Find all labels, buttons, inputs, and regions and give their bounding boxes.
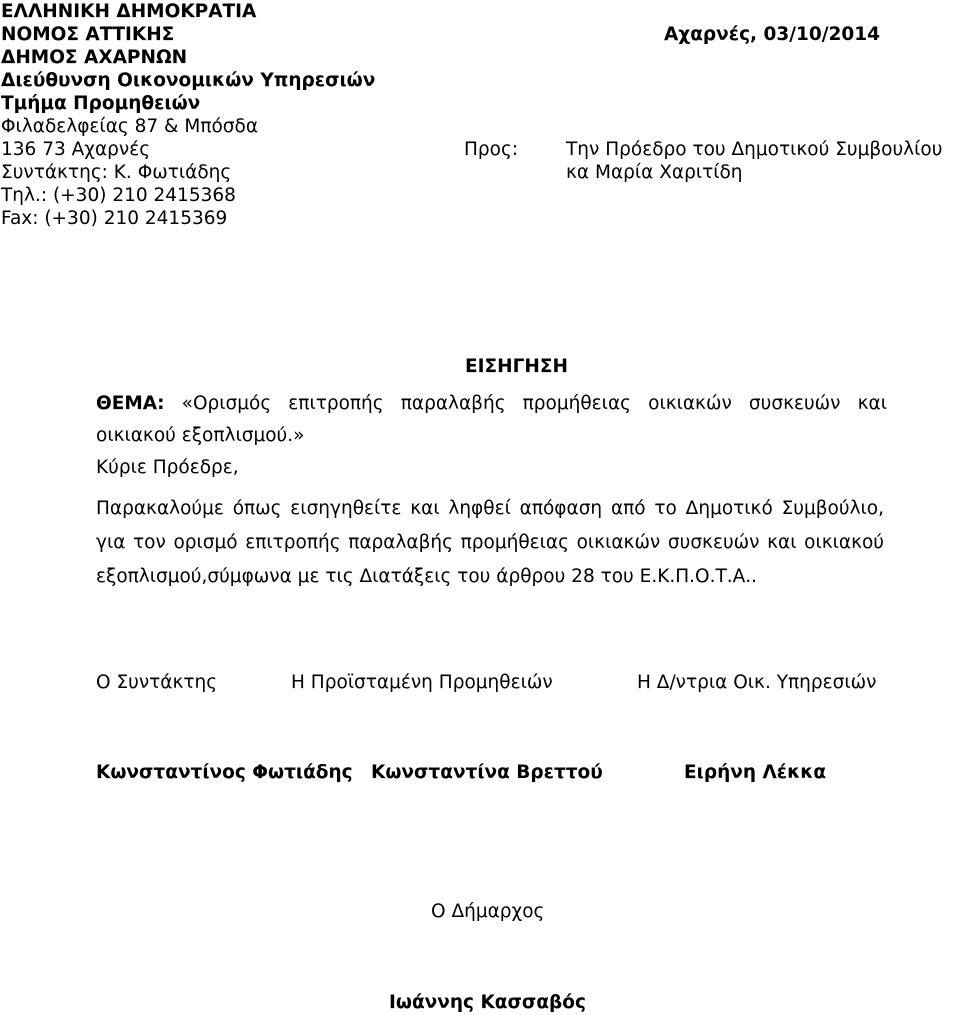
header-directorate: Διεύθυνση Οικονομικών Υπηρεσιών: [1, 70, 376, 91]
header-author: Συντάκτης: Κ. Φωτιάδης: [1, 162, 232, 183]
recipient-line-2: κα Μαρία Χαριτίδη: [566, 162, 743, 183]
body-line-3: εξοπλισμού,σύμφωνα με τις Διατάξεις του άρθρου 28 του Ε.Κ.Π.Ο.Τ.Α..: [96, 566, 758, 587]
letterhead: [1, 0, 375, 230]
subject-label: ΘΕΜΑ:: [96, 393, 165, 414]
subject-text-1: «Ορισμός επιτροπής παραλαβής προμήθειας οικιακών συσκευών και: [181, 393, 887, 414]
signature-role-author: Ο Συντάκτης: [96, 672, 218, 693]
header-country: ΕΛΛΗΝΙΚΗ ΔΗΜΟΚΡΑΤΙΑ: [1, 1, 257, 22]
header-municipality: ΔΗΜΟΣ ΑΧΑΡΝΩΝ: [1, 47, 188, 68]
signature-name-finance-director: Ειρήνη Λέκκα: [684, 762, 827, 783]
header-city: 136 73 Αχαρνές: [1, 139, 151, 160]
subject-text-2: οικιακού εξοπλισμού.»: [96, 425, 305, 446]
header-phone: Τηλ.: (+30) 210 2415368: [1, 185, 236, 206]
mayor-name: Ιωάννης Κασσαβός: [389, 992, 586, 1013]
signature-role-finance-director: Η Δ/ντρια Οικ. Υπηρεσιών: [637, 672, 877, 693]
document-date: Αχαρνές, 03/10/2014: [663, 24, 880, 45]
salutation: Κύριε Πρόεδρε,: [96, 457, 239, 478]
subject-line-1: [96, 392, 887, 415]
header-prefecture: ΝΟΜΟΣ ΑΤΤΙΚΗΣ: [1, 24, 175, 45]
header-fax: Fax: (+30) 210 2415369: [1, 208, 228, 229]
header-department: Τμήμα Προμηθειών: [1, 93, 201, 114]
body-line-2: για τον ορισμό επιτροπής παραλαβής προμήθειας οικιακών συσκευών και οικιακού: [96, 532, 884, 553]
recipient-line-1: Την Πρόεδρο του Δημοτικού Συμβουλίου: [566, 139, 943, 160]
signature-role-procurement-head: Η Προϊσταμένη Προμηθειών: [291, 672, 553, 693]
document-title: ΕΙΣΗΓΗΣΗ: [465, 356, 569, 377]
body-line-1: Παρακαλούμε όπως εισηγηθείτε και ληφθεί απόφαση από το Δημοτικό Συμβούλιο,: [96, 498, 884, 519]
recipient-block: [566, 138, 942, 184]
recipient-label: Προς:: [464, 139, 519, 160]
signature-name-author: Κωνσταντίνος Φωτιάδης: [96, 762, 353, 783]
mayor-role: Ο Δήμαρχος: [431, 901, 545, 922]
signature-name-procurement-head: Κωνσταντίνα Βρεττού: [371, 762, 603, 783]
header-address: Φιλαδελφείας 87 & Μπόσδα: [1, 116, 259, 137]
